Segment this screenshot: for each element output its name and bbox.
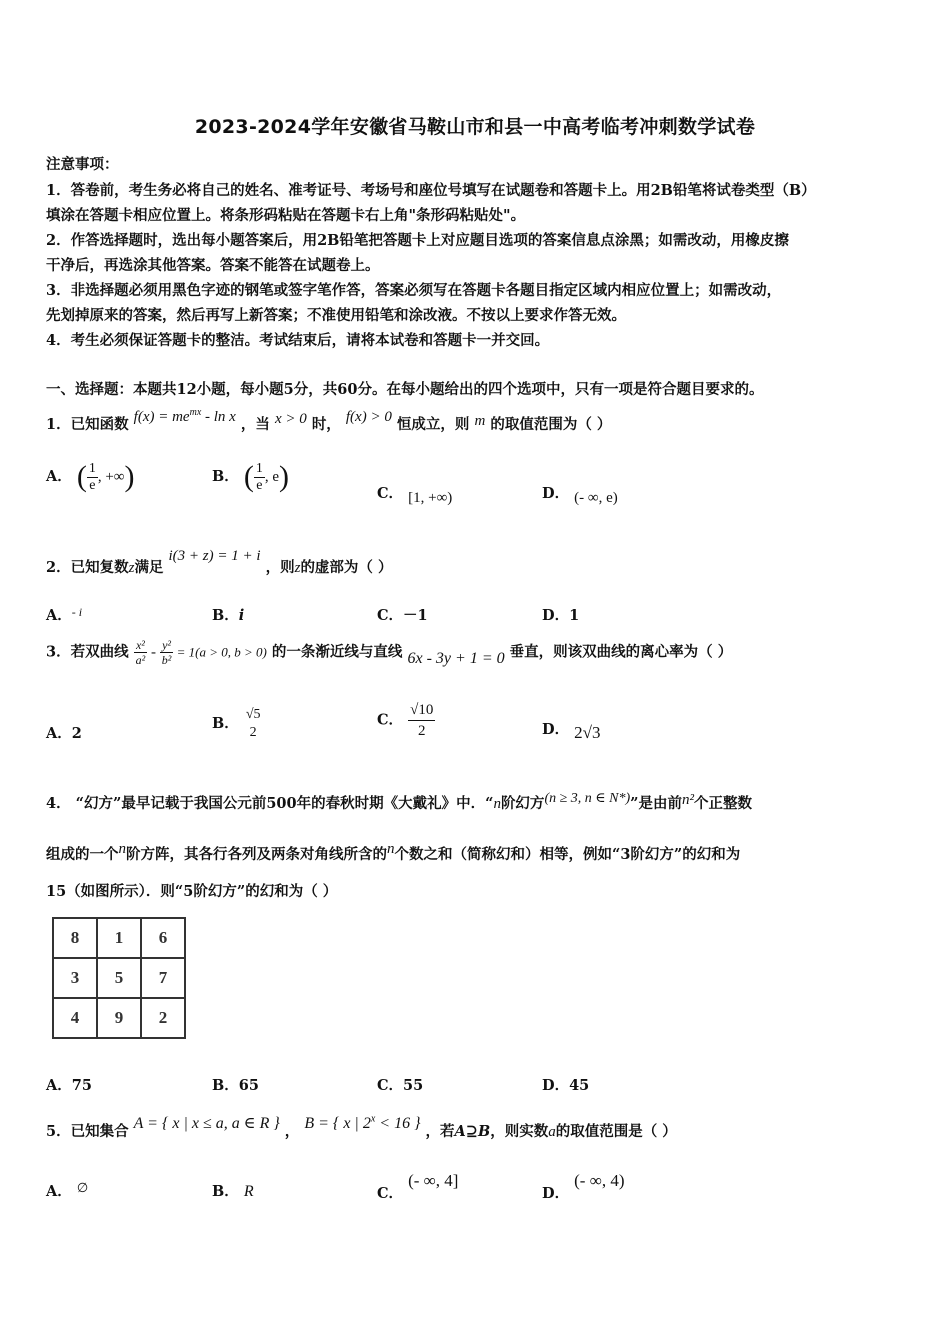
q1-option-a[interactable]: A． ( $\frac{1}{e}$ , +∞) bbox=[46, 460, 135, 493]
q1-option-d[interactable]: D． (- ∞, e) bbox=[542, 485, 618, 506]
magic-cell: 5 bbox=[97, 958, 141, 998]
magic-square-figure bbox=[52, 917, 186, 1039]
question-4-line-3: 15（如图所示）．则“5阶幻方”的幻和为（ ） bbox=[46, 883, 338, 900]
q2-option-d[interactable]: D．1 bbox=[542, 607, 580, 624]
notice-line: 1．答卷前，考生务必将自己的姓名、准考证号、考场号和座位号填写在试题卷和答题卡上。用2B铅笔将试卷类型（B） bbox=[46, 182, 816, 199]
q5-option-d[interactable]: D． (- ∞, 4) bbox=[542, 1171, 625, 1202]
table-row bbox=[53, 998, 185, 1038]
table-row bbox=[53, 918, 185, 958]
q1-option-b[interactable]: B． ( $\frac{1}{e}$ , e) bbox=[212, 460, 289, 493]
question-5: 5．已知集合 A = { x | x ≤ a, a ∈ R } ， B = { x | $2^x < 16$ } ，若A⊇B，则实数a的取值范围是（ ） bbox=[46, 1113, 677, 1140]
table-row bbox=[53, 958, 185, 998]
notice-line: 先划掉原来的答案，然后再写上新答案；不准使用铅笔和涂改液。不按以上要求作答无效。 bbox=[46, 307, 626, 324]
notice-line: 干净后，再选涂其他答案。答案不能答在试题卷上。 bbox=[46, 257, 380, 274]
q1-option-c[interactable]: C． [1, +∞) bbox=[377, 485, 453, 506]
section-heading: 一、选择题：本题共12小题，每小题5分，共60分。在每小题给出的四个选项中，只有一项是符合题目要求的。 bbox=[46, 381, 764, 398]
magic-cell: 8 bbox=[53, 918, 97, 958]
q4-option-b[interactable]: B．65 bbox=[212, 1077, 259, 1094]
magic-cell: 7 bbox=[141, 958, 185, 998]
q5-option-b[interactable]: B． R bbox=[212, 1183, 254, 1200]
magic-cell: 9 bbox=[97, 998, 141, 1038]
magic-cell: 3 bbox=[53, 958, 97, 998]
q5-option-c[interactable]: C． (- ∞, 4] bbox=[377, 1171, 459, 1202]
notice-line: 填涂在答题卡相应位置上。将条形码粘贴在答题卡右上角"条形码粘贴处"。 bbox=[46, 207, 526, 224]
q4-option-c[interactable]: C．55 bbox=[377, 1077, 424, 1094]
q2-option-c[interactable]: C．－1 bbox=[377, 607, 428, 624]
q2-option-a[interactable]: A．$^{- i}$ bbox=[46, 605, 83, 624]
q1-function: $f(x) = me^{mx} - \ln x$ bbox=[133, 407, 236, 425]
q3-option-d[interactable]: D． 2√3 bbox=[542, 721, 601, 742]
q3-option-a[interactable]: A．2 bbox=[46, 725, 82, 742]
magic-cell: 6 bbox=[141, 918, 185, 958]
q3-option-b[interactable]: B． √5 2 bbox=[212, 707, 261, 740]
question-4-line-2: 组成的一个n阶方阵，其各行各列及两条对角线所含的n个数之和（简称幻和）相等，例如“3阶幻方”的幻和为 bbox=[46, 841, 741, 863]
q4-option-d[interactable]: D．45 bbox=[542, 1077, 590, 1094]
magic-cell: 4 bbox=[53, 998, 97, 1038]
magic-cell: 2 bbox=[141, 998, 185, 1038]
q2-option-b[interactable]: B．i bbox=[212, 607, 245, 624]
question-3: 3．若双曲线 $\frac{\text{x²}}{\text{a²}}$ - $\frac{\text{y²}}{\text{b²}}$ = 1(a > 0, b > 0) 的一条渐近线与直线 6x - 3y + 1 = 0 垂直，则该双曲线的离心率为（ ） bbox=[46, 638, 733, 667]
notice-line: 2．作答选择题时，选出每小题答案后，用2B铅笔把答题卡上对应题目选项的答案信息点涂黑；如需改动，用橡皮擦 bbox=[46, 232, 789, 249]
q1-text: 1．已知函数 bbox=[46, 416, 129, 433]
notice-line: 3．非选择题必须用黑色字迹的钢笔或签字笔作答，答案必须写在答题卡各题目指定区域内相应位置上；如需改动， bbox=[46, 282, 782, 299]
question-4-line-1: 4． “幻方”最早记载于我国公元前500年的春秋时期《大戴礼》中．“n阶幻方(n ≥ 3, n ∈ N*)”是由前n²个正整数 bbox=[46, 791, 752, 812]
q3-option-c[interactable]: C． $\frac{√10}{2}$ bbox=[377, 702, 434, 739]
magic-cell: 1 bbox=[97, 918, 141, 958]
question-2: 2．已知复数z满足 i(3 + z) = 1 + i ，则z的虚部为（ ） bbox=[46, 548, 393, 576]
q5-option-a[interactable]: A． ∅ bbox=[46, 1180, 89, 1200]
page-title: 2023-2024学年安徽省马鞍山市和县一中高考临考冲刺数学试卷 bbox=[194, 116, 756, 138]
question-1: 1．已知函数 $f(x) = me^{mx} - \ln x$ ，当 x > 0 时， f(x) > 0 恒成立，则 m 的取值范围为（ ） bbox=[46, 407, 612, 433]
notice-heading: 注意事项： bbox=[46, 156, 119, 173]
q4-option-a[interactable]: A．75 bbox=[46, 1077, 92, 1094]
notice-line: 4．考生必须保证答题卡的整洁。考试结束后，请将本试卷和答题卡一并交回。 bbox=[46, 332, 550, 349]
